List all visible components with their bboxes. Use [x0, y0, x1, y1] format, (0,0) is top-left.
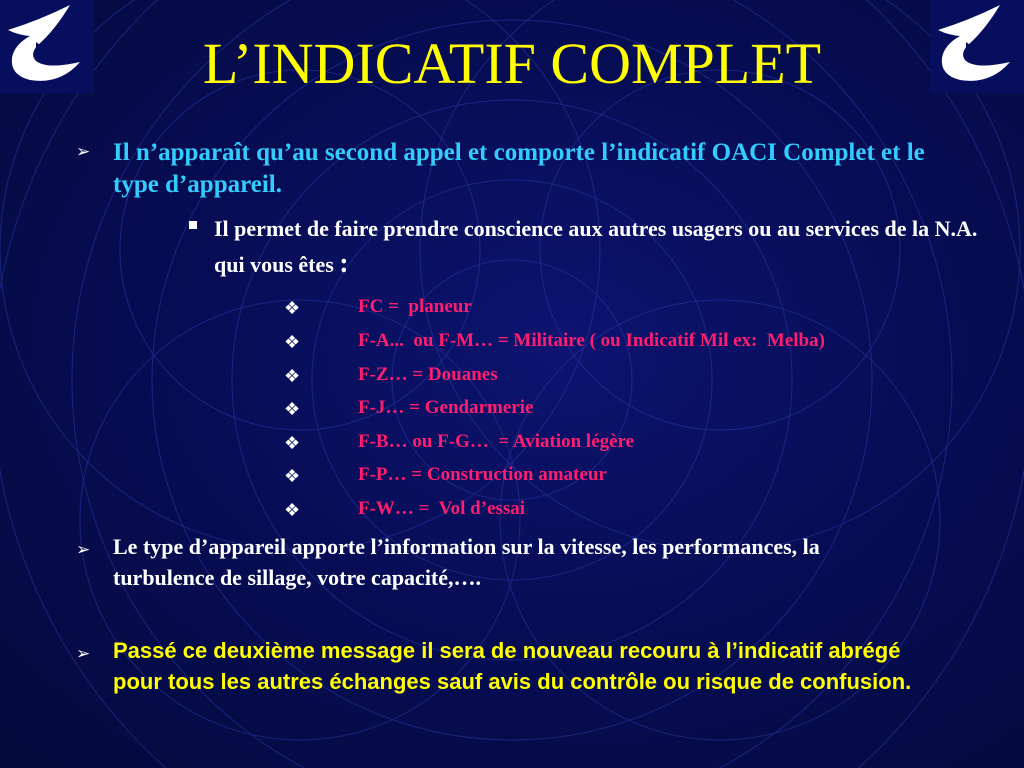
- list-item: F-A... ou F-M… = Militaire ( ou Indicatif Mil ex: Melba): [358, 330, 825, 351]
- diamond-bullet-icon: ❖: [284, 298, 301, 318]
- bullet-1-text: Il n’apparaît qu’au second appel et comporte l’indicatif OACI Complet et le type d’appareil.: [113, 139, 925, 198]
- list-item: F-J… = Gendarmerie: [358, 397, 534, 418]
- sub-bullet-body: Il permet de faire prendre conscience aux autres usagers ou au services de la N.A. qui vous êtes: [214, 216, 978, 277]
- diamond-bullet-icon: ❖: [284, 399, 301, 419]
- list-item: F-Z… = Douanes: [358, 364, 498, 385]
- list-item: FC = planeur: [358, 296, 472, 317]
- sub-bullet-text: [214, 211, 1004, 282]
- arrow-bullet-icon: ➢: [76, 142, 91, 161]
- diamond-bullet-icon: ❖: [284, 500, 301, 520]
- bullet-2-text: Le type d’appareil apporte l’information sur la vitesse, les performances, la turbulence de sillage, votre capacité,….: [113, 534, 820, 590]
- diamond-bullet-icon: ❖: [284, 466, 301, 486]
- slide-title: L’INDICATIF COMPLET: [202, 31, 822, 96]
- sub-bullet-colon: :: [339, 248, 349, 279]
- bullet-3-text: Passé ce deuxième message il sera de nouveau recouru à l’indicatif abrégé pour tous les autres échanges sauf avis du contrôle ou risque de confusion.: [113, 638, 912, 694]
- diamond-bullet-icon: ❖: [284, 433, 301, 453]
- list-item: F-P… = Construction amateur: [358, 464, 607, 485]
- arrow-bullet-icon: ➢: [76, 644, 91, 663]
- diamond-bullet-icon: ❖: [284, 366, 301, 386]
- diamond-bullet-icon: ❖: [284, 332, 301, 352]
- list-item: F-W… = Vol d’essai: [358, 498, 526, 519]
- list-item: F-B… ou F-G… = Aviation légère: [358, 431, 635, 452]
- square-bullet-icon: [189, 221, 197, 229]
- arrow-bullet-icon: ➢: [76, 540, 91, 559]
